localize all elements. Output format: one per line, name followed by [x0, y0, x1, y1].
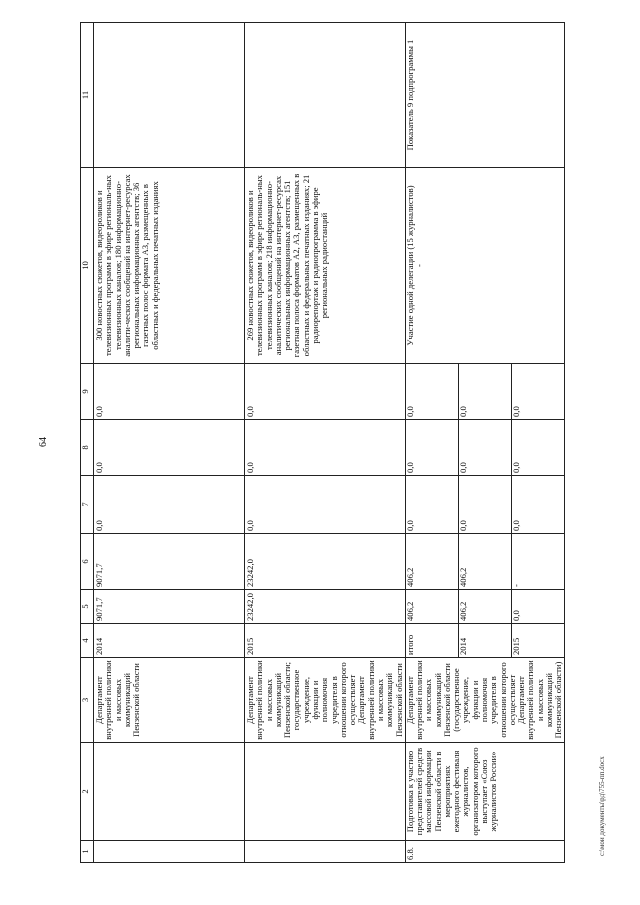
cell-executor: Департамент внутренней политики и массовых коммуникаций Пензенской области — [94, 658, 245, 743]
cell-total: 406,2 — [458, 590, 511, 624]
cell-local-budget: 0,0 — [94, 420, 245, 476]
cell-federal-budget: 0,0 — [405, 476, 458, 534]
cell-indicator: Показатель 9 подпрограммы 1 — [405, 23, 564, 168]
result-text: Участие одной делегации (15 журналистов) — [404, 185, 415, 346]
page-number: 64 — [38, 437, 49, 447]
cell-local-budget: 0,0 — [511, 420, 564, 476]
cell-other-sources: 0,0 — [511, 364, 564, 420]
col-header-2: 2 — [81, 743, 94, 841]
col-header-3: 3 — [81, 658, 94, 743]
cell-result: 269 новостных сюжетов, видеороликов и телевизионных программ в эфире региональ-ных телевизионных каналов; 218 информационно-аналитических сообщений на интернет-ресурсах региональных информационных агентств; 151 газетная полоса форматов А2, А3, размещенных в областных и федеральных печатных изданиях; 21 радиорепортаж и радиопрограмма в эфире региональных радиостанций — [245, 168, 406, 364]
cell-other-sources: 0,0 — [94, 364, 245, 420]
cell-federal-budget: 0,0 — [511, 476, 564, 534]
table-row — [245, 23, 406, 863]
cell-indicator — [94, 23, 245, 168]
col-header-4: 4 — [81, 624, 94, 658]
cell-local-budget: 0,0 — [245, 420, 406, 476]
cell-federal-budget: 0,0 — [94, 476, 245, 534]
cell-regional-budget: 406,2 — [405, 534, 458, 590]
cell-number — [94, 841, 245, 863]
cell-total: 23242,0 — [245, 590, 406, 624]
cell-federal-budget: 0,0 — [245, 476, 406, 534]
col-header-10: 10 — [81, 168, 94, 364]
cell-year: итого — [405, 624, 458, 658]
cell-result: 300 новостных сюжетов, видеороликов и телевизионных программ в эфире региональ-ных телевизионных каналов; 180 информационно-аналити-ческих сообщений на интернет-ресурсах региональных информационных агентств; 36 газетных полос формата А3, размещенных в областных и федеральных печатных изданиях — [94, 168, 245, 364]
cell-total: 406,2 — [405, 590, 458, 624]
cell-executor: Департамент внутренней политики и массовых коммуникаций Пензенской области (государственное учреждение, функции и полномочия учредителя в отношении которого осуществляет Департамент внутренней политики и массовых коммуникаций Пензенской области) — [405, 658, 564, 743]
cell-number — [245, 841, 406, 863]
cell-result — [405, 168, 564, 364]
table-row — [94, 23, 245, 863]
cell-activity — [245, 743, 406, 841]
cell-indicator — [245, 23, 406, 168]
cell-other-sources: 0,0 — [245, 364, 406, 420]
cell-local-budget: 0,0 — [458, 420, 511, 476]
col-header-5: 5 — [81, 590, 94, 624]
cell-number: 6.8. — [405, 841, 564, 863]
footer-file-path: c:\мои документы\рд\755-пп.docx — [598, 756, 606, 856]
cell-regional-budget: - — [511, 534, 564, 590]
table-row — [405, 23, 458, 863]
cell-year: 2015 — [245, 624, 406, 658]
cell-year: 2014 — [458, 624, 511, 658]
result-dash: - — [414, 264, 425, 267]
cell-regional-budget: 9071,7 — [94, 534, 245, 590]
col-header-7: 7 — [81, 476, 94, 534]
cell-total: 9071,7 — [94, 590, 245, 624]
cell-year: 2014 — [94, 624, 245, 658]
cell-local-budget: 0,0 — [405, 420, 458, 476]
cell-regional-budget: 23242,0 — [245, 534, 406, 590]
cell-activity — [94, 743, 245, 841]
col-header-11: 11 — [81, 23, 94, 168]
col-header-1: 1 — [81, 841, 94, 863]
cell-total: 0,0 — [511, 590, 564, 624]
col-header-9: 9 — [81, 364, 94, 420]
col-header-8: 8 — [81, 420, 94, 476]
cell-activity: Подготовка к участию представителей средств массовой информации Пензенской области в мероприятиях ежегодного фестиваля журналистов, организатором которого выступает «Союз журналистов России» — [405, 743, 564, 841]
cell-regional-budget: 406,2 — [458, 534, 511, 590]
cell-executor: Департамент внутренней политики и массовых коммуникаций Пензенской области; государственное учреждение, функции и полномочия учредителя в отношении которого осуществляет Департамент внутренней политики и массовых коммуникаций Пензенской области — [245, 658, 406, 743]
landscape-sheet — [80, 23, 585, 863]
program-table — [80, 22, 565, 863]
header-row — [81, 23, 94, 863]
cell-federal-budget: 0,0 — [458, 476, 511, 534]
col-header-6: 6 — [81, 534, 94, 590]
cell-other-sources: 0,0 — [405, 364, 458, 420]
cell-other-sources: 0,0 — [458, 364, 511, 420]
cell-year: 2015 — [511, 624, 564, 658]
